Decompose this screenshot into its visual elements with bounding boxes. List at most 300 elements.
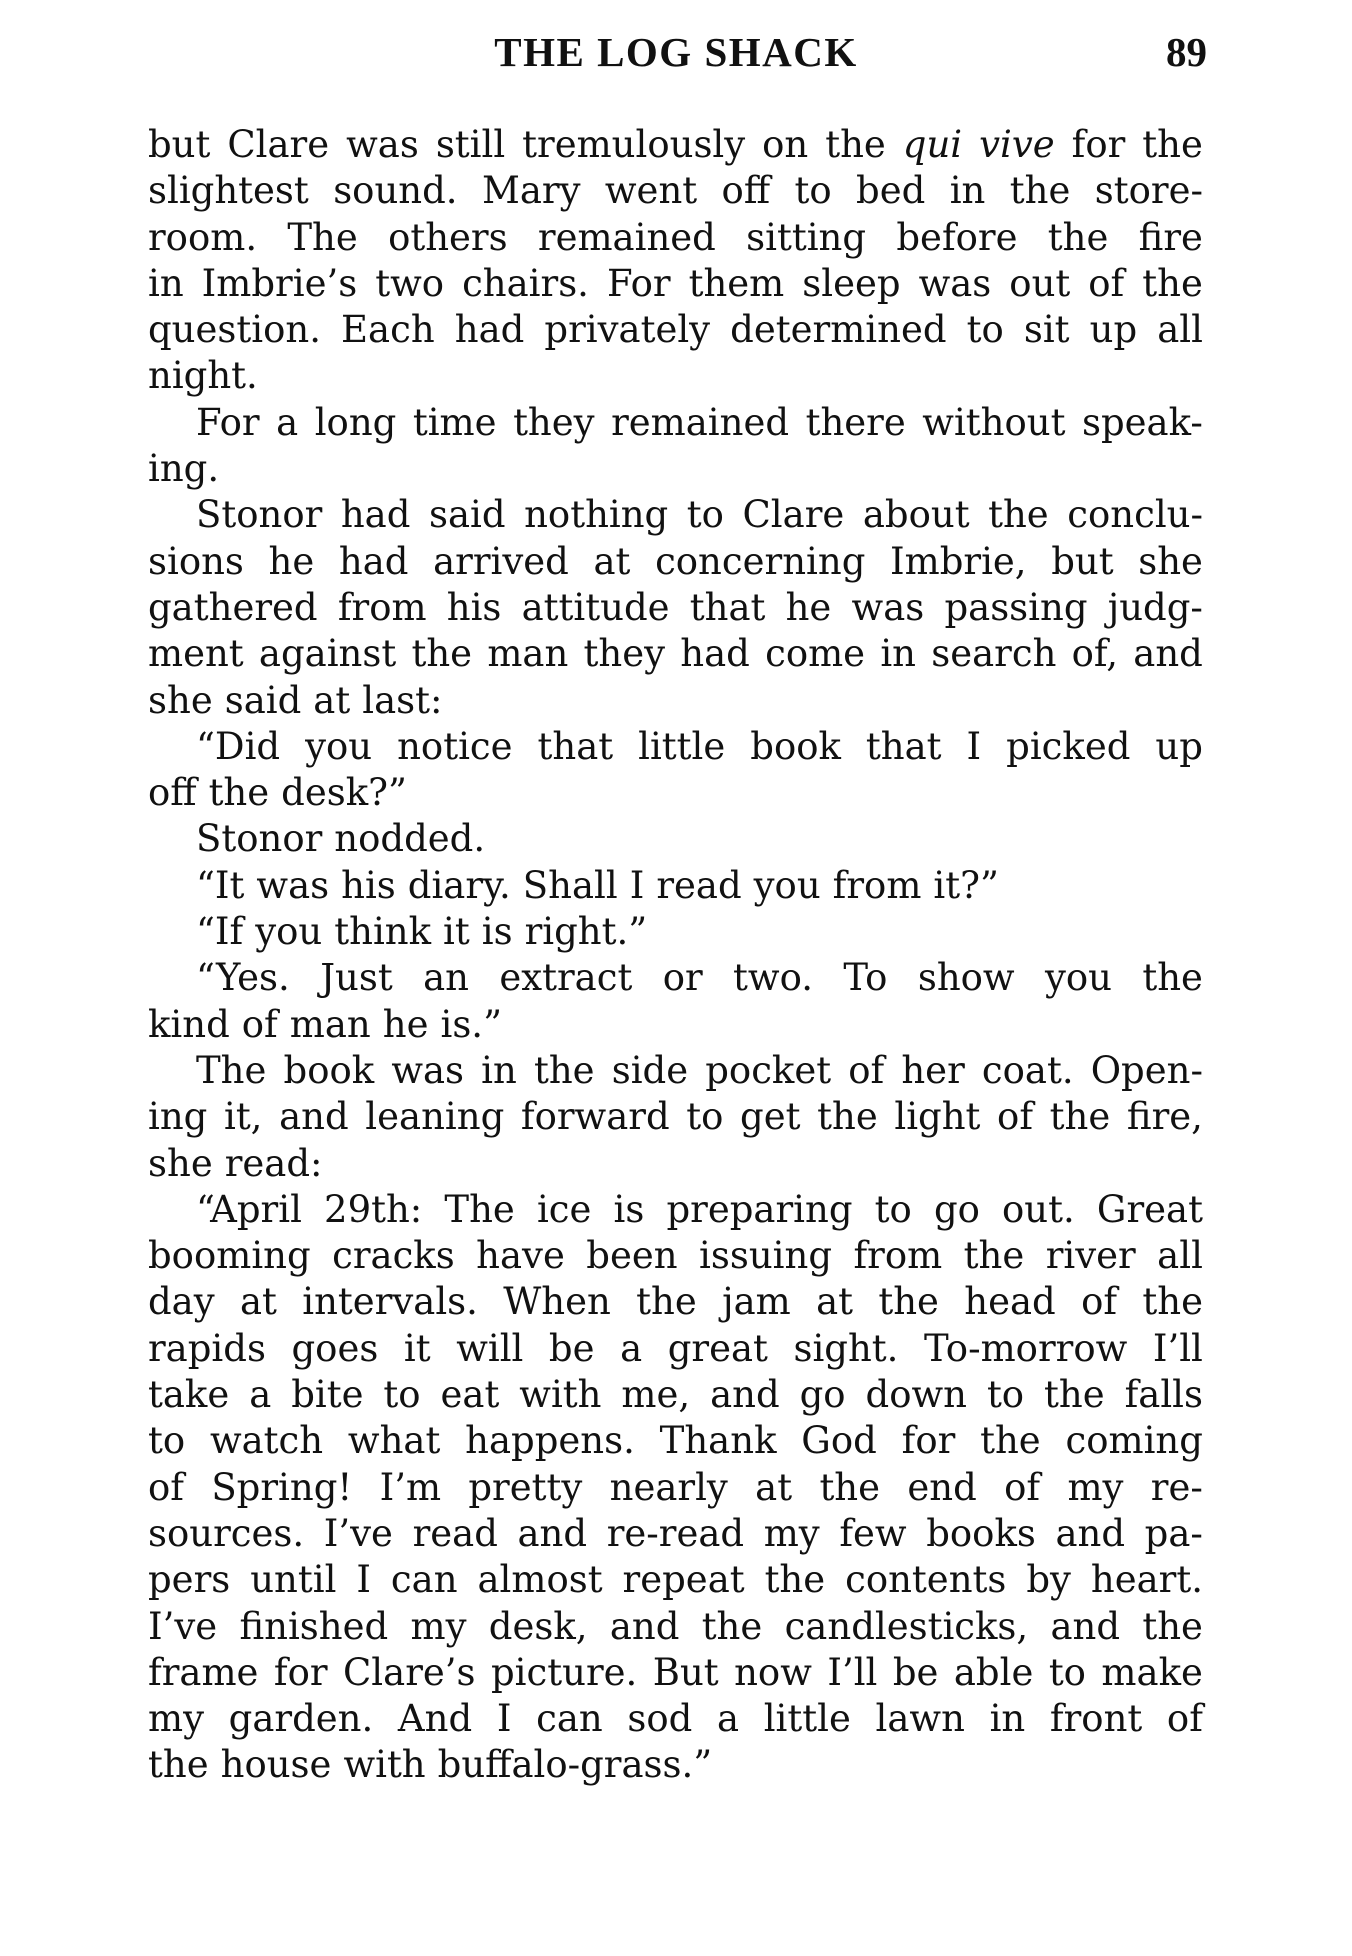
text-line [148, 1094, 1203, 1140]
word: desk, [488, 1604, 588, 1648]
word: he [785, 585, 832, 629]
word: it, [223, 1095, 263, 1139]
word: great [667, 1326, 768, 1370]
word: out [1009, 261, 1071, 305]
text-line [148, 1696, 1203, 1742]
word: falls [1124, 1373, 1203, 1417]
word: “April [196, 1187, 302, 1231]
word: me, [621, 1373, 691, 1417]
word: sit [1023, 308, 1070, 352]
word: others [388, 215, 508, 259]
word: Each [341, 308, 435, 352]
word: search [931, 632, 1057, 676]
text-line [148, 1048, 1203, 1094]
word: buffalo-grass.” [437, 1743, 713, 1787]
word: to [686, 1095, 724, 1139]
word: she [148, 1141, 213, 1185]
text-line [148, 678, 1203, 724]
word: have [476, 1234, 565, 1278]
word: is.” [440, 1002, 502, 1046]
text-line [148, 1372, 1203, 1418]
word: had [340, 493, 411, 537]
text-line [148, 909, 1203, 955]
word: can [536, 1697, 603, 1741]
italic-word: qui [902, 123, 963, 166]
word: I [629, 863, 645, 907]
word: to [383, 1373, 421, 1417]
word: be [892, 1650, 939, 1694]
word: the [701, 1604, 763, 1648]
word: fire, [1126, 1095, 1203, 1139]
word: for [273, 1650, 328, 1694]
word: The [287, 215, 358, 259]
word: can [390, 1558, 458, 1602]
word: from [337, 585, 427, 629]
word: tremulously [522, 123, 746, 166]
word: and [609, 1604, 680, 1648]
word: ment [148, 632, 244, 676]
word: pocket [705, 1048, 832, 1092]
word: room. [148, 215, 258, 259]
word: go [933, 1187, 980, 1231]
word: pretty [468, 1465, 583, 1509]
text-line [148, 1650, 1203, 1696]
word: I [496, 1697, 512, 1741]
word: two. [733, 956, 813, 1000]
word: up [1155, 724, 1203, 768]
text-line [148, 770, 1203, 816]
word: I’ve [323, 1511, 393, 1555]
word: bite [291, 1373, 364, 1417]
word: the [825, 123, 886, 166]
word: to [794, 169, 832, 213]
word: judg- [1107, 585, 1203, 629]
word: Clare [227, 123, 330, 166]
word: preparing [666, 1187, 853, 1231]
word: he [268, 539, 315, 583]
word: I’ll [827, 1650, 878, 1694]
word: book [283, 1048, 375, 1092]
word: at [313, 678, 351, 722]
word: Open- [1090, 1048, 1203, 1092]
word: of, [1071, 632, 1119, 676]
word: I’ve [148, 1604, 218, 1648]
word: she [1138, 539, 1203, 583]
word: re- [1150, 1465, 1203, 1509]
text-line [148, 631, 1203, 677]
word: a [717, 1697, 740, 1741]
word: But [652, 1650, 719, 1694]
word: be [548, 1326, 595, 1370]
text-line [148, 724, 1203, 770]
word: for [901, 1419, 956, 1463]
word: sources. [148, 1511, 305, 1555]
word: nodded. [334, 817, 486, 861]
word: make [1101, 1650, 1203, 1694]
page-number: 89 [1166, 29, 1207, 75]
text-line [148, 1187, 1203, 1233]
word: went [604, 169, 698, 213]
word: still [435, 123, 506, 166]
word: or [662, 956, 703, 1000]
word: read [412, 1511, 498, 1555]
word: of [1166, 1697, 1203, 1741]
word: his [446, 585, 502, 629]
text-line [148, 168, 1203, 214]
word: sleep [802, 261, 901, 305]
word: I’m [379, 1465, 442, 1509]
word: sod [627, 1697, 693, 1741]
word: For [606, 261, 671, 305]
word: little [763, 1697, 851, 1741]
word: night. [148, 354, 258, 398]
word: Great [1096, 1187, 1203, 1231]
word: time [412, 400, 497, 444]
word: the [819, 1465, 881, 1509]
word: sight. [793, 1326, 899, 1370]
word: of [241, 1002, 278, 1046]
word: the [817, 1095, 878, 1139]
text-line [148, 1465, 1203, 1511]
word: slightest [148, 169, 309, 213]
word: finished [239, 1604, 389, 1648]
text-line [148, 1002, 1203, 1048]
word: been [586, 1234, 678, 1278]
word: 29th: [324, 1187, 423, 1231]
word: on [762, 123, 809, 166]
word: rapids [148, 1326, 266, 1370]
word: bed [856, 169, 926, 213]
word: kind [148, 1002, 230, 1046]
word: was [256, 863, 330, 907]
word: they [583, 632, 666, 676]
word: had [338, 539, 409, 583]
word: Shall [522, 863, 618, 907]
word: nearly [609, 1465, 728, 1509]
word: coming [1065, 1419, 1203, 1463]
word: you [305, 724, 373, 768]
text-line [148, 261, 1203, 307]
word: come [765, 632, 866, 676]
word: before [896, 215, 1018, 259]
word: to [966, 308, 1004, 352]
word: desk?” [281, 771, 407, 815]
word: of [1081, 1280, 1118, 1324]
word: goes [291, 1326, 379, 1370]
word: remained [611, 400, 790, 444]
word: what [347, 1419, 441, 1463]
word: the [1049, 1095, 1111, 1139]
word: watch [209, 1419, 324, 1463]
word: last: [362, 678, 443, 722]
text-line [148, 307, 1203, 353]
word: cracks [332, 1234, 455, 1278]
word: intervals. [302, 1280, 478, 1324]
word: was [391, 1048, 465, 1092]
word: from [832, 863, 922, 907]
text-line [148, 492, 1203, 538]
word: his [341, 863, 396, 907]
word: nothing [524, 493, 669, 537]
word: the [533, 1048, 595, 1092]
body-text [148, 122, 1203, 1789]
word: two [375, 261, 445, 305]
text-line [148, 1511, 1203, 1557]
word: get [740, 1095, 801, 1139]
word: at [755, 1465, 793, 1509]
word: I [356, 1558, 371, 1602]
word: said [428, 493, 506, 537]
word: I’ll [1152, 1326, 1203, 1370]
word: Clare’s [343, 1650, 476, 1694]
word: the [1142, 1280, 1203, 1324]
word: the [1044, 1373, 1105, 1417]
word: to [874, 1187, 912, 1231]
word: from [853, 1234, 943, 1278]
word: was [918, 261, 992, 305]
word: all [1157, 1234, 1203, 1278]
word: re-read [606, 1511, 745, 1555]
word: Mary [481, 169, 581, 213]
word: you [1044, 956, 1112, 1000]
word: had [680, 632, 750, 676]
word: privately [544, 308, 711, 352]
word: to [1048, 1650, 1086, 1694]
word: issuing [699, 1234, 833, 1278]
word: in [148, 261, 184, 305]
word: and [1050, 1604, 1121, 1648]
word: gathered [148, 585, 318, 629]
word: said [224, 678, 302, 722]
word: remained [537, 215, 716, 259]
word: frame [148, 1650, 259, 1694]
word: all [1157, 308, 1203, 352]
word: and [1133, 632, 1203, 676]
word: book [750, 724, 841, 768]
text-line [148, 1279, 1203, 1325]
word: contents [845, 1558, 1007, 1602]
word: extract [499, 956, 633, 1000]
word: arrived [433, 539, 569, 583]
word: the [1047, 215, 1109, 259]
word: the [963, 1234, 1025, 1278]
text-line [148, 1233, 1203, 1279]
word: end [907, 1465, 977, 1509]
word: The [196, 1048, 267, 1092]
word: river [1045, 1234, 1136, 1278]
word: against [258, 632, 397, 676]
word: read [656, 863, 742, 907]
text-line [148, 955, 1203, 1001]
word: determined [730, 308, 947, 352]
word: forward [520, 1095, 670, 1139]
word: they [513, 400, 595, 444]
word: front [1049, 1697, 1143, 1741]
word: “Yes. [196, 956, 290, 1000]
word: candlesticks, [784, 1604, 1029, 1648]
word: an [423, 956, 469, 1000]
word: think [334, 910, 432, 954]
word: he [382, 1002, 429, 1046]
word: the [1009, 169, 1071, 213]
word: passing [944, 585, 1088, 629]
word: was [346, 123, 419, 166]
word: garden. [228, 1697, 374, 1741]
word: that [689, 585, 766, 629]
text-line [148, 446, 1203, 492]
text-line [148, 1604, 1203, 1650]
word: down [865, 1373, 967, 1417]
word: them [688, 261, 785, 305]
word: leaning [365, 1095, 505, 1139]
word: attitude [521, 585, 670, 629]
word: a [276, 400, 299, 444]
word: day [148, 1280, 215, 1324]
word: with [519, 1373, 602, 1417]
word: the [148, 1743, 209, 1787]
word: it [443, 910, 470, 954]
word: had [454, 308, 525, 352]
word: conclu- [1067, 493, 1203, 537]
text-line [148, 400, 1203, 446]
word: ice [536, 1187, 592, 1231]
text-line [148, 539, 1203, 585]
word: speak- [1081, 400, 1203, 444]
word: God [801, 1419, 877, 1463]
text-line [148, 585, 1203, 631]
running-title: THE LOG SHACK [494, 29, 858, 75]
word: Imbrie, [890, 539, 1027, 583]
word: and [517, 1511, 588, 1555]
running-head [145, 28, 1207, 80]
word: there [805, 400, 906, 444]
word: diary. [407, 863, 511, 907]
italic-word: vive [979, 123, 1055, 166]
word: light [894, 1095, 981, 1139]
word: a [620, 1326, 643, 1370]
word: the [411, 632, 473, 676]
word: at [593, 539, 631, 583]
word: To [843, 956, 888, 1000]
word: the [988, 493, 1049, 537]
text-line [148, 1141, 1203, 1187]
word: the [1142, 956, 1203, 1000]
word: of [848, 1048, 885, 1092]
text-line [148, 816, 1203, 862]
word: the [878, 1280, 939, 1324]
word: is [481, 910, 513, 954]
word: sions [148, 539, 244, 583]
word: my [763, 1511, 820, 1555]
word: by [1026, 1558, 1071, 1602]
word: Thank [659, 1419, 777, 1463]
word: I [966, 724, 982, 768]
word: the [1142, 123, 1203, 166]
word: about [862, 493, 970, 537]
word: The [444, 1187, 515, 1231]
word: store- [1094, 169, 1203, 213]
word: eat [440, 1373, 500, 1417]
word: off [721, 169, 771, 213]
word: you [753, 863, 821, 907]
word: little [638, 724, 726, 768]
word: you [255, 910, 323, 954]
text-line [148, 1326, 1203, 1372]
word: concerning [655, 539, 866, 583]
word: she [148, 678, 213, 722]
text-line [148, 863, 1203, 909]
word: house [220, 1743, 332, 1787]
word: And [397, 1697, 473, 1741]
word: that [865, 724, 942, 768]
word: in [989, 1697, 1026, 1741]
word: of [997, 1095, 1034, 1139]
word: to [686, 493, 724, 537]
word: but [148, 123, 211, 166]
word: fire [1138, 215, 1203, 259]
text-line [148, 122, 1203, 168]
word: For [196, 400, 260, 444]
word: booming [148, 1234, 311, 1278]
word: to [986, 1373, 1025, 1417]
word: notice [397, 724, 513, 768]
word: out. [1002, 1187, 1075, 1231]
word: Spring! [211, 1465, 353, 1509]
word: it?” [933, 863, 999, 907]
word: picture. [491, 1650, 638, 1694]
word: my [1067, 1465, 1124, 1509]
word: Imbrie’s [201, 261, 358, 305]
text-line [148, 1742, 1203, 1788]
word: side [611, 1048, 689, 1092]
word: right.” [524, 910, 648, 954]
word: Stonor [196, 817, 323, 861]
word: without [922, 400, 1066, 444]
word: in [481, 1048, 517, 1092]
word: off [148, 771, 197, 815]
word: my [410, 1604, 467, 1648]
word: until [250, 1558, 337, 1602]
word: sitting [746, 215, 867, 259]
word: with [343, 1743, 426, 1787]
word: in [949, 169, 986, 213]
word: ing. [148, 447, 220, 491]
word: heart. [1090, 1558, 1203, 1602]
word: and [1055, 1511, 1126, 1555]
word: the [980, 1419, 1041, 1463]
word: long [314, 400, 397, 444]
word: Clare [742, 493, 845, 537]
word: lawn [875, 1697, 965, 1741]
word: and [710, 1373, 780, 1417]
text-line [148, 215, 1203, 261]
text-line [148, 353, 1203, 399]
word: ing [148, 1095, 208, 1139]
word: take [148, 1373, 230, 1417]
word: and [279, 1095, 349, 1139]
word: coat. [981, 1048, 1074, 1092]
word: in [880, 632, 916, 676]
text-line [148, 1557, 1203, 1603]
word: “It [196, 863, 245, 907]
word: now [734, 1650, 812, 1694]
word: up [1089, 308, 1138, 352]
word: read: [224, 1141, 323, 1185]
word: question. [148, 308, 321, 352]
word: but [1051, 539, 1114, 583]
word: my [148, 1697, 204, 1741]
word: books [926, 1511, 1036, 1555]
